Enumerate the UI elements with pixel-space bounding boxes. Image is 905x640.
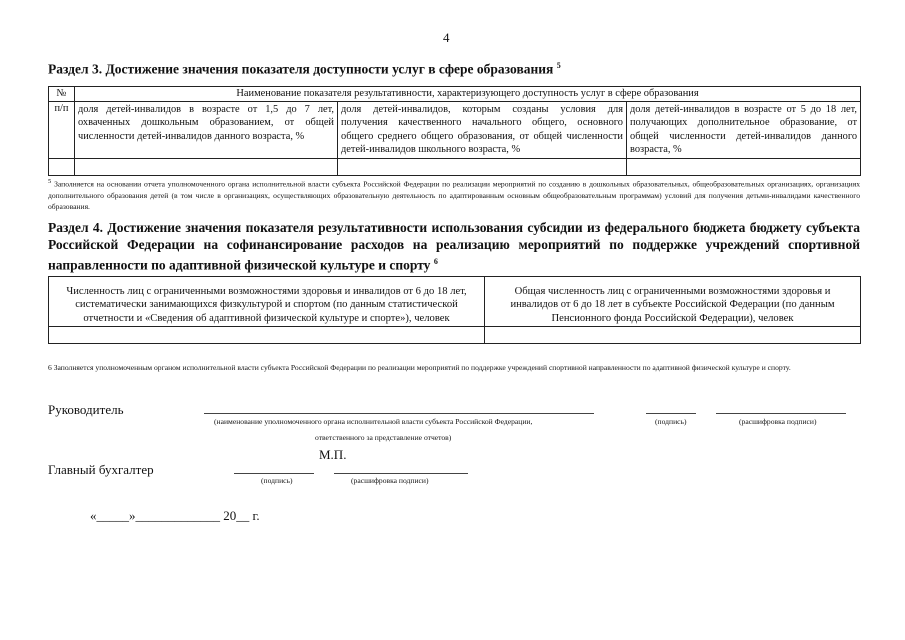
accountant-label: Главный бухгалтер	[48, 462, 154, 477]
table-cell[interactable]	[49, 158, 75, 175]
accountant-decoding-line	[334, 473, 468, 474]
page-number: 4	[443, 30, 450, 45]
org-name-line	[204, 413, 594, 414]
table-cell[interactable]	[485, 326, 861, 343]
accountant-signature-line	[234, 473, 314, 474]
accountant-signature-caption: (подпись)	[261, 476, 293, 485]
table-row	[49, 101, 861, 158]
table-cell: доля детей-инвалидов в возрасте от 5 до 18 лет, получающих дополнительное образование, от общей численности детей-инвалидов данного возраста, %	[627, 101, 861, 158]
head-decoding-caption: (расшифровка подписи)	[739, 417, 817, 426]
footnote-6: 6 Заполняется уполномоченным органом исполнительной власти субъекта Российской Федерации по реализации мероприятий по поддержке учреждений спортивной направленности по адаптивной физической культуре и спорту.	[48, 363, 791, 372]
table-cell[interactable]	[338, 158, 627, 175]
org-caption-cont: ответственного за представление отчетов)	[315, 433, 452, 442]
table-cell[interactable]	[49, 326, 485, 343]
table-header-cell: №	[49, 87, 75, 102]
table-row	[49, 326, 861, 343]
head-signature-line	[646, 413, 696, 414]
table-cell[interactable]	[75, 158, 338, 175]
head-decoding-line	[716, 413, 846, 414]
head-label: Руководитель	[48, 402, 124, 417]
table-row	[49, 158, 861, 175]
footnote-5: $^5$ Заполняется на основании отчета уполномоченного органа исполнительной власти субъекта Российской Федерации по реализации мероприятий по созданию в дошкольных образовательных, общеобразовательных организациях, организациях дополнительного образования детей (в том числе в организациях, осуществляющих образовательную деятельность по адаптированным основным общеобразовательным программам) условий для получения детьми-инвалидами качественного образования.	[48, 178, 860, 211]
stamp-mark: М.П.	[319, 447, 347, 462]
head-signature-caption: (подпись)	[655, 417, 687, 426]
org-caption: (наименование уполномоченного органа исполнительной власти субъекта Российской Федерации,	[214, 417, 533, 426]
section-4-title: Раздел 4. Достижение значения показателя результативности использования субсидии из федерального бюджета бюджету субъекта Российской Федерации на софинансирование расходов на реализацию мероприятий по поддержке учреждений спортивной направленности по адаптивной физической культуре и спорту $^6$	[48, 220, 860, 273]
table-header-cell: Наименование показателя результативности, характеризующего доступность услуг в сфере образования	[75, 87, 861, 102]
section-3-title: Раздел 3. Достижение значения показателя доступности услуг в сфере образования $^5$	[48, 61, 561, 77]
table-header-row	[49, 87, 861, 102]
section-3-table	[48, 86, 861, 176]
date-line: «_____»_____________ 20__ г.	[90, 508, 260, 523]
table-cell: п/п	[49, 101, 75, 158]
table-cell: доля детей-инвалидов в возрасте от 1,5 до 7 лет, охваченных дошкольным образованием, от общей численности детей-инвалидов данного возраста, %	[75, 101, 338, 158]
table-cell: Общая численность лиц с ограниченными возможностями здоровья и инвалидов от 6 до 18 лет в субъекте Российской Федерации (по данным Пенсионного фонда Российской Федерации), человек	[485, 277, 861, 327]
footnote-ref-5: 5	[556, 61, 561, 70]
table-cell: доля детей-инвалидов, которым созданы условия для получения качественного начального общего, основного общего среднего общего образования, от общей численности детей-инвалидов школьного возраста, %	[338, 101, 627, 158]
table-cell: Численность лиц с ограниченными возможностями здоровья и инвалидов от 6 до 18 лет, систематически занимающихся физкультурой и спортом (по данным статистической отчетности и «Сведения об адаптивной физической культуре и спорте»), человек	[49, 277, 485, 327]
table-cell[interactable]	[627, 158, 861, 175]
accountant-decoding-caption: (расшифровка подписи)	[351, 476, 429, 485]
table-row	[49, 277, 861, 327]
footnote-ref-6: 6	[433, 257, 438, 266]
section-4-table	[48, 276, 861, 344]
